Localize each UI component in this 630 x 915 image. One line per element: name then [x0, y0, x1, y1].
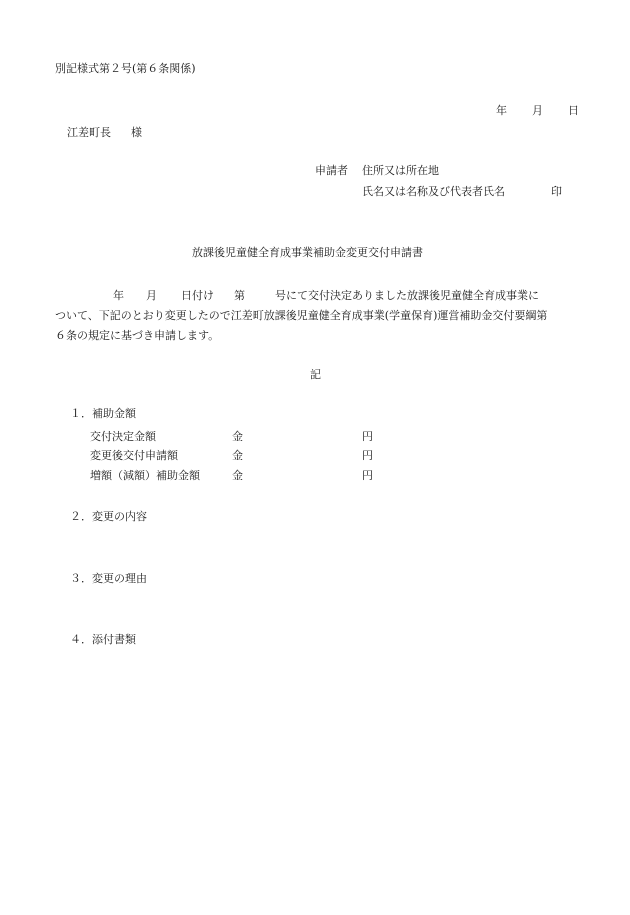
- addressee: [67, 126, 142, 140]
- applicant-address-label: 住所又は所在地: [362, 164, 439, 177]
- seal-mark: 印: [551, 185, 562, 198]
- kin-mark: 金: [232, 469, 243, 482]
- addressee-honorific: 様: [131, 126, 142, 139]
- body-dated: 日付け: [181, 289, 214, 302]
- body-month: 月: [146, 289, 157, 302]
- document-title: 放課後児童健全育成事業補助金変更交付申請書: [192, 246, 423, 259]
- body-line-2: ついて、下記のとおり変更したので江差町放課後児童健全育成事業(学童保育)運営補助金交付要綱第: [55, 309, 548, 322]
- body-line-3: ６条の規定に基づき申請します。: [55, 329, 220, 342]
- body-year: 年: [113, 289, 124, 302]
- amount-label: 変更後交付申請額: [90, 449, 178, 462]
- amount-label: 増額（減額）補助金額: [90, 469, 200, 482]
- body-line1-rest: 号にて交付決定ありました放課後児童健全育成事業に: [275, 289, 539, 302]
- date-month: 月: [532, 104, 543, 117]
- yen-mark: 円: [362, 469, 373, 482]
- amount-row-difference: [90, 469, 373, 483]
- body-line-1: [55, 286, 580, 306]
- yen-mark: 円: [362, 449, 373, 462]
- form-reference: 別記様式第２号(第６条関係): [55, 62, 196, 75]
- yen-mark: 円: [362, 430, 373, 443]
- kin-mark: 金: [232, 449, 243, 462]
- section-attachments: ４．添付書類: [70, 633, 136, 646]
- amount-row-changed: [90, 449, 373, 463]
- section-change-reason: ３．変更の理由: [70, 572, 147, 585]
- amount-label: 交付決定金額: [90, 430, 156, 443]
- kin-mark: 金: [232, 430, 243, 443]
- body-paragraph: [55, 286, 580, 346]
- amount-row-decided: [90, 430, 373, 444]
- ki-heading: 記: [310, 368, 321, 381]
- date-line: [496, 104, 579, 118]
- date-day: 日: [568, 104, 579, 117]
- body-number-prefix: 第: [234, 289, 245, 302]
- section-subsidy-amount: １．補助金額: [70, 407, 136, 420]
- addressee-name: 江差町長: [67, 126, 111, 139]
- applicant-label: 申請者: [315, 164, 348, 177]
- section-change-content: ２．変更の内容: [70, 510, 147, 523]
- applicant-name-label: 氏名又は名称及び代表者氏名: [362, 185, 505, 198]
- date-year: 年: [496, 104, 507, 117]
